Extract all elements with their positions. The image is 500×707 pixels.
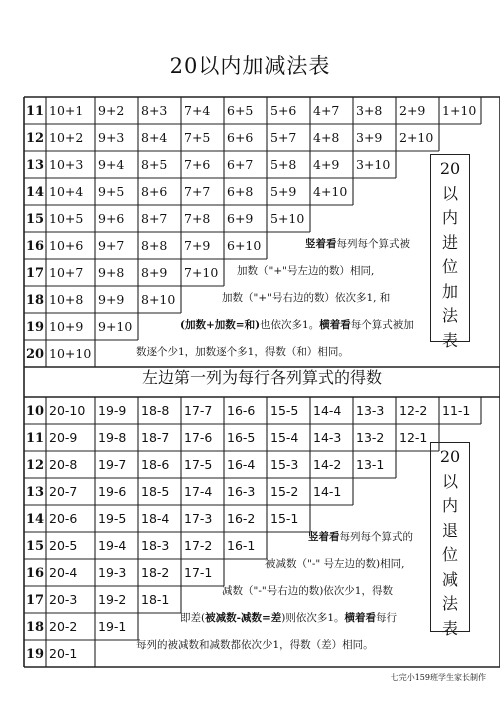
subtraction-cell: 12-1: [399, 430, 428, 445]
side-char: 以: [441, 471, 458, 491]
subtraction-cell: 12-2: [399, 403, 428, 418]
addition-note-line-4: [180, 320, 414, 331]
addition-cell: 5+10: [270, 211, 305, 226]
subtraction-row-label: 11: [26, 431, 45, 446]
addition-cell: 6+7: [227, 157, 254, 172]
subtraction-cell: 18-4: [141, 511, 170, 526]
side-char: 减: [441, 569, 458, 589]
side-char: 法: [441, 306, 458, 325]
subtraction-cell: 17-6: [184, 430, 213, 445]
subtraction-cell: 19-1: [98, 619, 127, 634]
subtraction-cell: 17-5: [184, 457, 213, 472]
note-bold: 横着看: [319, 319, 351, 331]
addition-cell: 4+9: [313, 157, 340, 172]
subtraction-cell: 17-3: [184, 511, 213, 526]
side-char: 退: [441, 520, 458, 540]
subtraction-cell: 20-6: [49, 511, 78, 526]
addition-cell: 6+10: [227, 238, 262, 253]
subtraction-cell: 16-3: [227, 484, 256, 499]
addition-side-label: [430, 154, 470, 350]
addition-cell: 6+9: [227, 211, 254, 226]
addition-cell: 7+8: [184, 211, 211, 226]
addition-cell: 8+10: [141, 292, 176, 307]
addition-cell: 8+6: [141, 184, 168, 199]
addition-cell: 7+7: [184, 184, 211, 199]
subtraction-cell: 19-6: [98, 484, 127, 499]
subtraction-cell: 20-9: [49, 430, 78, 445]
addition-cell: 10+2: [49, 130, 84, 145]
subtraction-cell: 11-1: [442, 403, 471, 418]
note-bold: 横着看: [344, 612, 377, 624]
subtraction-row-label: 13: [26, 485, 45, 500]
subtraction-cell: 16-4: [227, 457, 256, 472]
addition-cell: 7+4: [184, 103, 211, 118]
addition-cell: 9+8: [98, 265, 125, 280]
subtraction-cell: 18-7: [141, 430, 170, 445]
subtraction-note-line-1: [308, 532, 413, 543]
side-char: 20: [439, 159, 461, 178]
side-char: 20: [439, 447, 461, 466]
note-text: 每列每个算式的: [339, 531, 413, 543]
subtraction-cell: 16-2: [227, 511, 256, 526]
subtraction-cell: 13-1: [356, 457, 385, 472]
note-text: )则依次多1。: [281, 612, 345, 624]
note-text: 加数（"+"号右边的数）依次多1, 和: [222, 292, 391, 304]
subtraction-cell: 20-5: [49, 538, 78, 553]
addition-cell: 9+5: [98, 184, 125, 199]
addition-cell: 6+6: [227, 130, 254, 145]
note-bold: 竖着看: [308, 531, 340, 543]
note-bold: (加数+加数=和): [180, 319, 261, 331]
subtraction-cell: 14-4: [313, 403, 342, 418]
addition-cell: 10+8: [49, 292, 84, 307]
addition-cell: 9+6: [98, 211, 125, 226]
subtraction-cell: 18-1: [141, 592, 170, 607]
subtraction-cell: 20-8: [49, 457, 78, 472]
note-text: 也依次多1。: [260, 319, 320, 331]
subtraction-note-line-5: [136, 640, 374, 651]
subtraction-cell: 18-6: [141, 457, 170, 472]
addition-cell: 10+5: [49, 211, 84, 226]
addition-row-label: 19: [26, 320, 45, 335]
addition-cell: 4+8: [313, 130, 340, 145]
subtraction-cell: 13-3: [356, 403, 385, 418]
addition-cell: 9+2: [98, 103, 125, 118]
side-char: 位: [441, 257, 458, 276]
subtraction-cell: 16-1: [227, 538, 256, 553]
subtraction-row-label: 19: [26, 647, 45, 662]
subtraction-row-label: 18: [26, 620, 45, 635]
subtraction-cell: 19-4: [98, 538, 127, 553]
addition-cell: 8+7: [141, 211, 168, 226]
addition-cell: 8+3: [141, 103, 168, 118]
addition-cell: 6+5: [227, 103, 254, 118]
note-text: 加数（"+"号左边的数）相同,: [237, 265, 375, 277]
note-text: 被减数（"-" 号左边的数)相同,: [265, 558, 405, 570]
addition-note-line-1: [305, 239, 410, 250]
subtraction-note-line-3: [222, 586, 393, 597]
addition-cell: 8+8: [141, 238, 168, 253]
addition-cell: 2+10: [399, 130, 434, 145]
addition-cell: 3+10: [356, 157, 391, 172]
subtraction-side-label: [430, 442, 470, 638]
addition-row-label: 13: [26, 158, 45, 173]
addition-cell: 7+9: [184, 238, 211, 253]
side-char: 进: [441, 232, 458, 252]
subtraction-cell: 14-2: [313, 457, 342, 472]
subtraction-row-label: 16: [26, 566, 45, 581]
subtraction-cell: 15-4: [270, 430, 299, 445]
subtraction-cell: 16-5: [227, 430, 256, 445]
addition-cell: 5+8: [270, 157, 297, 172]
subtraction-cell: 13-2: [356, 430, 385, 445]
addition-cell: 10+10: [49, 346, 92, 361]
addition-cell: 10+7: [49, 265, 84, 280]
subtraction-cell: 20-7: [49, 484, 78, 499]
addition-cell: 5+9: [270, 184, 297, 199]
subtraction-cell: 16-6: [227, 403, 256, 418]
addition-cell: 4+7: [313, 103, 340, 118]
addition-cell: 9+10: [98, 319, 133, 334]
addition-row-label: 15: [26, 212, 45, 227]
addition-cell: 4+10: [313, 184, 348, 199]
subtraction-cell: 15-3: [270, 457, 299, 472]
footer-credit: 七完小159班学生家长制作: [390, 673, 486, 682]
subtraction-cell: 17-4: [184, 484, 213, 499]
subtraction-cell: 17-2: [184, 538, 213, 553]
subtraction-cell: 17-1: [184, 565, 213, 580]
addition-cell: 5+7: [270, 130, 297, 145]
side-char: 表: [441, 330, 458, 350]
subtraction-cell: 15-5: [270, 403, 299, 418]
subtraction-cell: 15-1: [270, 511, 299, 526]
addition-cell: 9+4: [98, 157, 125, 172]
subtraction-cell: 20-1: [49, 646, 78, 661]
addition-note-line-3: [222, 293, 390, 304]
side-char: 法: [441, 594, 458, 613]
subtraction-note-line-2: [265, 559, 404, 570]
subtraction-row-label: 14: [26, 512, 45, 527]
subtraction-row-label: 17: [26, 593, 45, 608]
subtraction-cell: 19-5: [98, 511, 127, 526]
addition-row-label: 20: [26, 347, 45, 362]
page-title: 20以内加减法表: [169, 54, 331, 78]
middle-caption: 左边第一列为每行各列算式的得数: [141, 368, 382, 387]
note-text: 减数（"-"号右边的数)依次少1，得数: [222, 585, 393, 597]
subtraction-cell: 20-2: [49, 619, 78, 634]
subtraction-note-line-4: [180, 613, 397, 624]
addition-note-line-2: [237, 266, 374, 277]
addition-cell: 5+6: [270, 103, 297, 118]
addition-cell: 7+5: [184, 130, 211, 145]
subtraction-cell: 19-8: [98, 430, 127, 445]
addition-cell: 1+10: [442, 103, 477, 118]
addition-cell: 9+9: [98, 292, 125, 307]
addition-cell: 9+7: [98, 238, 125, 253]
side-char: 以: [441, 183, 458, 203]
subtraction-cell: 20-3: [49, 592, 78, 607]
note-text: 每个算式被加: [350, 319, 414, 331]
side-char: 位: [441, 545, 458, 564]
addition-cell: 7+10: [184, 265, 219, 280]
note-text: 每行: [376, 612, 398, 624]
subtraction-cell: 19-2: [98, 592, 127, 607]
addition-cell: 10+6: [49, 238, 84, 253]
side-char: 加: [441, 281, 458, 301]
subtraction-cell: 19-9: [98, 403, 127, 418]
note-text: 每列每个算式被: [336, 238, 410, 250]
addition-cell: 3+8: [356, 103, 383, 118]
addition-cell: 3+9: [356, 130, 383, 145]
subtraction-cell: 19-7: [98, 457, 127, 472]
addition-cell: 8+4: [141, 130, 168, 145]
subtraction-cell: 15-2: [270, 484, 299, 499]
addition-row-label: 16: [26, 239, 45, 254]
subtraction-cell: 18-5: [141, 484, 170, 499]
subtraction-cell: 14-1: [313, 484, 342, 499]
subtraction-cell: 18-8: [141, 403, 170, 418]
addition-cell: 10+4: [49, 184, 84, 199]
note-text: 即差(: [180, 612, 206, 624]
subtraction-cell: 20-10: [49, 403, 86, 418]
addition-cell: 10+1: [49, 103, 84, 118]
side-char: 内: [441, 496, 458, 515]
subtraction-cell: 17-7: [184, 403, 213, 418]
subtraction-cell: 19-3: [98, 565, 127, 580]
addition-row-label: 14: [26, 185, 45, 200]
note-text: 数逐个少1，加数逐个多1，得数（和）相同。: [136, 346, 349, 358]
side-char: 内: [441, 208, 458, 227]
addition-cell: 9+3: [98, 130, 125, 145]
addition-row-label: 17: [26, 266, 45, 281]
subtraction-cell: 14-3: [313, 430, 342, 445]
subtraction-cell: 18-3: [141, 538, 170, 553]
note-bold: 竖着看: [305, 238, 337, 250]
note-text: 每列的被减数和减数都依次少1，得数（差）相同。: [136, 639, 374, 651]
addition-cell: 7+6: [184, 157, 211, 172]
addition-cell: 8+9: [141, 265, 168, 280]
addition-row-label: 12: [26, 131, 45, 146]
subtraction-row-label: 15: [26, 539, 45, 554]
addition-note-line-5: [136, 347, 349, 358]
side-char: 表: [441, 618, 458, 638]
addition-row-label: 11: [26, 104, 45, 119]
addition-cell: 10+3: [49, 157, 84, 172]
subtraction-row-label: 12: [26, 458, 45, 473]
addition-row-label: 18: [26, 293, 45, 308]
subtraction-row-label: 10: [26, 404, 45, 419]
note-bold: 被减数-减数=差: [205, 612, 282, 624]
subtraction-cell: 20-4: [49, 565, 78, 580]
addition-cell: 6+8: [227, 184, 254, 199]
subtraction-cell: 18-2: [141, 565, 170, 580]
addition-cell: 10+9: [49, 319, 84, 334]
addition-cell: 8+5: [141, 157, 168, 172]
addition-cell: 2+9: [399, 103, 426, 118]
